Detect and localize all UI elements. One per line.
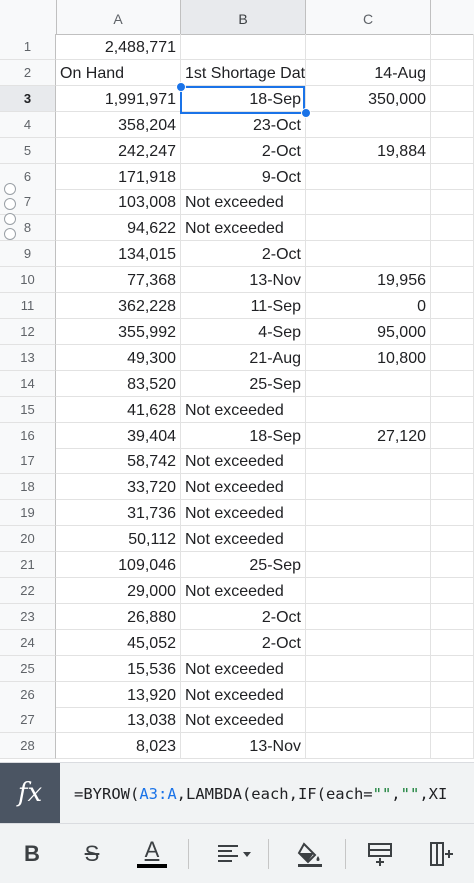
row-header[interactable]: 5 — [0, 138, 56, 164]
cell-d-row-22[interactable] — [431, 578, 474, 604]
row-header[interactable]: 28 — [0, 733, 56, 759]
cell-c-row-27[interactable] — [306, 707, 431, 733]
cell-c-row-28[interactable] — [306, 733, 431, 759]
cell-b-row-12[interactable]: 4-Sep — [181, 319, 306, 345]
cell-b-row-16[interactable]: 18-Sep — [181, 423, 306, 449]
cell-a-row-25[interactable]: 15,536 — [56, 656, 181, 682]
cell-a-row-26[interactable]: 13,920 — [56, 682, 181, 708]
cell-a-row-7[interactable]: 103,008 — [56, 189, 181, 215]
row-header[interactable]: 21 — [0, 552, 56, 578]
cell-a-row-11[interactable]: 362,228 — [56, 293, 181, 319]
cell-d-row-17[interactable] — [431, 448, 474, 474]
cell-b-row-24[interactable]: 2-Oct — [181, 630, 306, 656]
cell-c-row-18[interactable] — [306, 474, 431, 500]
formula-token: ,LAMBDA(each,IF(each= — [176, 785, 373, 803]
cell-a-row-16[interactable]: 39,404 — [56, 423, 181, 449]
row-header[interactable]: 17 — [0, 448, 56, 474]
cell-b-row-27[interactable]: Not exceeded — [181, 707, 306, 733]
selection-handle-top-left[interactable] — [176, 82, 186, 92]
row-header[interactable]: 11 — [0, 293, 56, 319]
cell-a-row-4[interactable]: 358,204 — [56, 112, 181, 138]
toolbar-divider — [268, 839, 269, 869]
cell-a-row-23[interactable]: 26,880 — [56, 604, 181, 630]
row-drag-handle[interactable] — [4, 183, 16, 195]
cell-d-row-6[interactable] — [431, 164, 474, 190]
cell-b-row-19[interactable]: Not exceeded — [181, 500, 306, 526]
cell-b-row-5[interactable]: 2-Oct — [181, 138, 306, 164]
cell-b-row-21[interactable]: 25-Sep — [181, 552, 306, 578]
column-header-b[interactable]: B — [181, 0, 306, 34]
cell-b-row-28[interactable]: 13-Nov — [181, 733, 306, 759]
cell-b-row-6[interactable]: 9-Oct — [181, 164, 306, 190]
row-header[interactable]: 12 — [0, 319, 56, 345]
cell-a-row-27[interactable]: 13,038 — [56, 707, 181, 733]
cell-b-row-10[interactable]: 13-Nov — [181, 267, 306, 293]
cell-c-row-26[interactable] — [306, 682, 431, 708]
cell-a-row-9[interactable]: 134,015 — [56, 241, 181, 267]
cell-a-row-20[interactable]: 50,112 — [56, 526, 181, 552]
row-header[interactable]: 19 — [0, 500, 56, 526]
cell-c-row-6[interactable] — [306, 164, 431, 190]
text-color-button[interactable] — [129, 824, 175, 883]
cell-d-row-20[interactable] — [431, 526, 474, 552]
row-header[interactable]: 13 — [0, 345, 56, 371]
cell-c-row-1[interactable] — [306, 34, 431, 60]
cell-b-row-23[interactable]: 2-Oct — [181, 604, 306, 630]
cell-b-row-22[interactable]: Not exceeded — [181, 578, 306, 604]
row-drag-handle[interactable] — [4, 198, 16, 210]
cell-d-row-14[interactable] — [431, 371, 474, 397]
align-icon — [214, 842, 254, 866]
cell-c-row-17[interactable] — [306, 448, 431, 474]
row-drag-handle[interactable] — [4, 213, 16, 225]
cell-b-row-7[interactable]: Not exceeded — [181, 189, 306, 215]
cell-d-row-4[interactable] — [431, 112, 474, 138]
cell-a-row-3[interactable]: 1,991,971 — [56, 86, 181, 112]
row-header[interactable]: 7 — [0, 189, 56, 215]
row-header[interactable]: 22 — [0, 578, 56, 604]
cell-c-row-11[interactable]: 0 — [306, 293, 431, 319]
cell-c-row-23[interactable] — [306, 604, 431, 630]
cell-c-row-14[interactable] — [306, 371, 431, 397]
bold-icon: B — [24, 840, 40, 866]
cell-b-row-2[interactable]: 1st Shortage Dat — [181, 60, 306, 86]
row-header[interactable]: 3 — [0, 86, 56, 112]
cell-c-row-25[interactable] — [306, 656, 431, 682]
formula-token: =BYROW( — [74, 785, 140, 803]
cell-c-row-7[interactable] — [306, 189, 431, 215]
row-header[interactable]: 10 — [0, 267, 56, 293]
cell-a-row-13[interactable]: 49,300 — [56, 345, 181, 371]
insert-column-icon — [427, 840, 455, 868]
formula-token: "" — [400, 785, 420, 803]
cell-d-row-3[interactable] — [431, 86, 474, 112]
formula-bar[interactable] — [0, 762, 474, 824]
selection-handle-bottom-right[interactable] — [301, 108, 311, 118]
cell-d-row-25[interactable] — [431, 656, 474, 682]
cell-d-row-23[interactable] — [431, 604, 474, 630]
cell-d-row-2[interactable] — [431, 60, 474, 86]
bold-button[interactable] — [9, 824, 55, 883]
cell-a-row-8[interactable]: 94,622 — [56, 215, 181, 241]
cell-d-row-12[interactable] — [431, 319, 474, 345]
cell-d-row-28[interactable] — [431, 733, 474, 759]
cell-c-row-4[interactable] — [306, 112, 431, 138]
row-header[interactable]: 16 — [0, 423, 56, 449]
cell-c-row-24[interactable] — [306, 630, 431, 656]
align-button[interactable] — [206, 824, 262, 883]
row-header[interactable]: 1 — [0, 34, 56, 60]
insert-column-button[interactable] — [418, 824, 464, 883]
text-color-swatch — [137, 864, 167, 868]
cell-b-row-3[interactable]: 18-Sep — [181, 86, 306, 112]
cell-a-row-2[interactable]: On Hand — [56, 60, 181, 86]
fill-color-icon — [296, 840, 324, 868]
cell-a-row-5[interactable]: 242,247 — [56, 138, 181, 164]
formula-token: , — [391, 785, 401, 803]
function-icon: fx — [0, 763, 60, 823]
cell-b-row-1[interactable] — [181, 34, 306, 60]
cell-c-row-13[interactable]: 10,800 — [306, 345, 431, 371]
cell-d-row-13[interactable] — [431, 345, 474, 371]
cell-b-row-11[interactable]: 11-Sep — [181, 293, 306, 319]
cell-d-row-15[interactable] — [431, 397, 474, 423]
row-header[interactable]: 25 — [0, 656, 56, 682]
cell-c-row-5[interactable]: 19,884 — [306, 138, 431, 164]
cell-b-row-26[interactable]: Not exceeded — [181, 682, 306, 708]
row-header[interactable]: 2 — [0, 60, 56, 86]
row-header[interactable]: 23 — [0, 604, 56, 630]
cell-a-row-22[interactable]: 29,000 — [56, 578, 181, 604]
cell-b-row-20[interactable]: Not exceeded — [181, 526, 306, 552]
cell-c-row-19[interactable] — [306, 500, 431, 526]
cell-d-row-18[interactable] — [431, 474, 474, 500]
cell-a-row-1[interactable]: 2,488,771 — [56, 34, 181, 60]
cell-c-row-10[interactable]: 19,956 — [306, 267, 431, 293]
cell-c-row-22[interactable] — [306, 578, 431, 604]
cell-a-row-21[interactable]: 109,046 — [56, 552, 181, 578]
toolbar-divider — [345, 839, 346, 869]
row-header[interactable]: 24 — [0, 630, 56, 656]
cell-c-row-2[interactable]: 14-Aug — [306, 60, 431, 86]
cell-a-row-12[interactable]: 355,992 — [56, 319, 181, 345]
cell-c-row-16[interactable]: 27,120 — [306, 423, 431, 449]
cell-a-row-18[interactable]: 33,720 — [56, 474, 181, 500]
cell-b-row-18[interactable]: Not exceeded — [181, 474, 306, 500]
cell-d-row-24[interactable] — [431, 630, 474, 656]
cell-b-row-9[interactable]: 2-Oct — [181, 241, 306, 267]
cell-b-row-8[interactable]: Not exceeded — [181, 215, 306, 241]
format-toolbar — [0, 824, 474, 883]
cell-c-row-3[interactable]: 350,000 — [306, 86, 431, 112]
cell-d-row-8[interactable] — [431, 215, 474, 241]
cell-d-row-19[interactable] — [431, 500, 474, 526]
row-header[interactable]: 14 — [0, 371, 56, 397]
formula-token: "" — [372, 785, 392, 803]
cell-b-row-25[interactable]: Not exceeded — [181, 656, 306, 682]
cell-a-row-19[interactable]: 31,736 — [56, 500, 181, 526]
row-header[interactable]: 20 — [0, 526, 56, 552]
cell-c-row-9[interactable] — [306, 241, 431, 267]
row-header[interactable]: 26 — [0, 682, 56, 708]
cell-d-row-16[interactable] — [431, 423, 474, 449]
cell-b-row-15[interactable]: Not exceeded — [181, 397, 306, 423]
fill-color-button[interactable] — [287, 824, 333, 883]
insert-row-icon — [366, 840, 394, 868]
cell-a-row-14[interactable]: 83,520 — [56, 371, 181, 397]
row-header[interactable]: 18 — [0, 474, 56, 500]
cell-c-row-15[interactable] — [306, 397, 431, 423]
cell-a-row-15[interactable]: 41,628 — [56, 397, 181, 423]
cell-b-row-4[interactable]: 23-Oct — [181, 112, 306, 138]
cell-d-row-9[interactable] — [431, 241, 474, 267]
cell-b-row-13[interactable]: 21-Aug — [181, 345, 306, 371]
strikethrough-icon: S — [84, 840, 100, 866]
cell-b-row-14[interactable]: 25-Sep — [181, 371, 306, 397]
column-header-a[interactable]: A — [56, 0, 181, 34]
cell-d-row-11[interactable] — [431, 293, 474, 319]
row-header[interactable]: 15 — [0, 397, 56, 423]
row-drag-handle[interactable] — [4, 228, 16, 240]
select-all-corner[interactable] — [0, 0, 57, 34]
cell-d-row-1[interactable] — [431, 34, 474, 60]
cell-a-row-10[interactable]: 77,368 — [56, 267, 181, 293]
cell-c-row-12[interactable]: 95,000 — [306, 319, 431, 345]
cell-a-row-6[interactable]: 171,918 — [56, 164, 181, 190]
cell-c-row-21[interactable] — [306, 552, 431, 578]
cell-d-row-27[interactable] — [431, 707, 474, 733]
row-header[interactable]: 6 — [0, 164, 56, 190]
cell-d-row-21[interactable] — [431, 552, 474, 578]
column-header-row — [0, 0, 474, 35]
cell-a-row-28[interactable]: 8,023 — [56, 733, 181, 759]
cell-d-row-10[interactable] — [431, 267, 474, 293]
toolbar-divider — [188, 839, 189, 869]
row-header[interactable]: 27 — [0, 707, 56, 733]
cell-b-row-17[interactable]: Not exceeded — [181, 448, 306, 474]
formula-text[interactable] — [74, 763, 474, 823]
cell-d-row-26[interactable] — [431, 682, 474, 708]
formula-token: A3:A — [139, 785, 177, 803]
cell-d-row-7[interactable] — [431, 189, 474, 215]
row-header[interactable]: 9 — [0, 241, 56, 267]
column-header-c[interactable]: C — [306, 0, 431, 34]
formula-token: ,XI — [419, 785, 448, 803]
row-header[interactable]: 4 — [0, 112, 56, 138]
row-header[interactable]: 8 — [0, 215, 56, 241]
cell-d-row-5[interactable] — [431, 138, 474, 164]
cell-c-row-8[interactable] — [306, 215, 431, 241]
cell-c-row-20[interactable] — [306, 526, 431, 552]
strikethrough-button[interactable] — [69, 824, 115, 883]
insert-row-button[interactable] — [357, 824, 403, 883]
text-color-icon: A — [144, 837, 160, 862]
cell-a-row-24[interactable]: 45,052 — [56, 630, 181, 656]
cell-a-row-17[interactable]: 58,742 — [56, 448, 181, 474]
